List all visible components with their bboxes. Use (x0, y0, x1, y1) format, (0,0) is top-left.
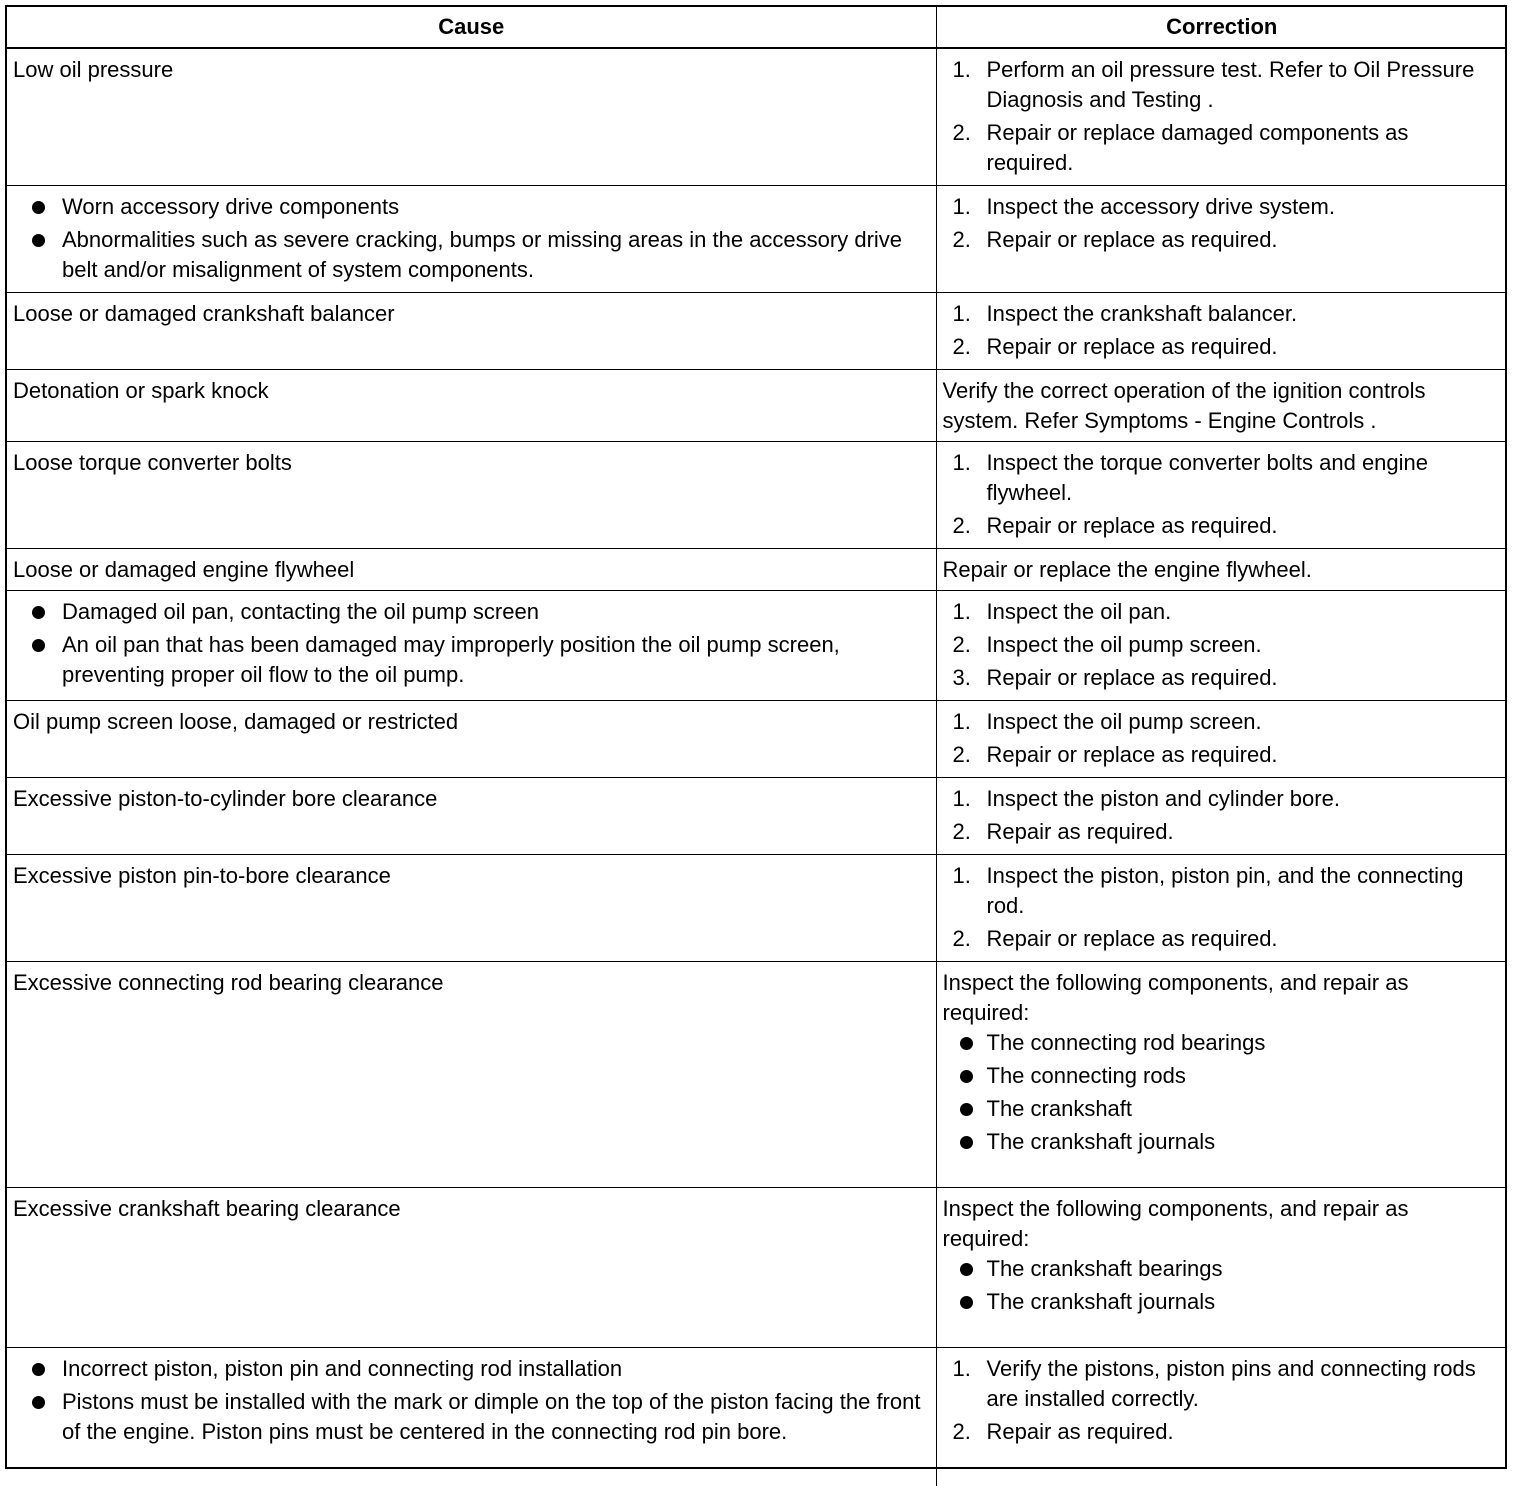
correction-step (943, 861, 1502, 921)
table-row (7, 1188, 1507, 1348)
step-number: 1. (952, 1356, 971, 1381)
step-number: 1. (952, 57, 971, 82)
correction-step-list (943, 861, 1502, 954)
correction-bullet-item: The crankshaft bearings (943, 1254, 1502, 1284)
correction-step-list (943, 1354, 1502, 1447)
correction-cell (936, 442, 1507, 549)
correction-step-list (943, 299, 1502, 362)
table-row (7, 855, 1507, 962)
correction-cell (936, 701, 1507, 778)
cause-cell (7, 1188, 936, 1348)
step-text: Inspect the piston, piston pin, and the connecting rod. (986, 863, 1464, 918)
correction-step (943, 707, 1502, 737)
correction-cell (936, 1348, 1507, 1486)
correction-text: Repair or replace the engine flywheel. (942, 557, 1312, 582)
cause-cell (7, 48, 936, 186)
table-row (7, 1348, 1507, 1486)
step-number: 2. (952, 120, 971, 145)
cause-cell (7, 370, 936, 442)
correction-step-list (943, 448, 1502, 541)
correction-bullet-item: The connecting rod bearings (943, 1028, 1502, 1058)
cause-text: Loose torque converter bolts (13, 450, 292, 475)
step-number: 1. (952, 450, 971, 475)
step-number: 2. (952, 742, 971, 767)
step-number: 1. (952, 301, 971, 326)
step-number: 1. (952, 709, 971, 734)
cause-text: Excessive piston pin-to-bore clearance (13, 863, 391, 888)
step-number: 2. (952, 1419, 971, 1444)
correction-cell (936, 778, 1507, 855)
table-row (7, 778, 1507, 855)
table-row (7, 962, 1507, 1188)
step-text: Repair or replace as required. (986, 513, 1278, 538)
step-text: Perform an oil pressure test. Refer to Oil Pressure Diagnosis and Testing . (986, 57, 1475, 112)
step-text: Inspect the oil pump screen. (986, 709, 1262, 734)
step-text: Inspect the piston and cylinder bore. (986, 786, 1340, 811)
correction-step (943, 299, 1502, 329)
table-row (7, 442, 1507, 549)
step-number: 2. (952, 227, 971, 252)
cause-cell (7, 778, 936, 855)
step-number: 1. (952, 786, 971, 811)
correction-step (943, 630, 1502, 660)
step-number: 2. (952, 819, 971, 844)
step-text: Repair or replace as required. (986, 742, 1278, 767)
correction-step-list (943, 597, 1502, 693)
table-row (7, 591, 1507, 701)
correction-cell (936, 186, 1507, 293)
step-text: Repair or replace damaged components as required. (986, 120, 1409, 175)
table-row (7, 293, 1507, 370)
step-number: 2. (952, 513, 971, 538)
cause-cell (7, 442, 936, 549)
correction-bullet-item: The crankshaft journals (943, 1287, 1502, 1317)
correction-cell (936, 549, 1507, 591)
cause-bullet-list (13, 1354, 930, 1447)
correction-step (943, 332, 1502, 362)
step-text: Repair as required. (986, 1419, 1174, 1444)
correction-step (943, 817, 1502, 847)
correction-step (943, 663, 1502, 693)
cause-bullet-list (13, 192, 930, 285)
correction-step (943, 1417, 1502, 1447)
correction-bullet-item: The crankshaft journals (943, 1127, 1502, 1157)
correction-step (943, 118, 1502, 178)
cause-bullet-item: Pistons must be installed with the mark or dimple on the top of the piston facing the front of the engine. Piston pins must be centered in the connecting rod pin bore. (13, 1387, 930, 1447)
table-row (7, 549, 1507, 591)
step-text: Inspect the crankshaft balancer. (986, 301, 1298, 326)
correction-step (943, 924, 1502, 954)
correction-step (943, 740, 1502, 770)
correction-step (943, 55, 1502, 115)
step-text: Repair or replace as required. (986, 227, 1278, 252)
table-row (7, 701, 1507, 778)
step-text: Inspect the accessory drive system. (986, 194, 1335, 219)
cause-cell (7, 962, 936, 1188)
correction-step-list (943, 192, 1502, 255)
correction-text: Inspect the following components, and repair as required: (942, 1196, 1409, 1251)
correction-step (943, 448, 1502, 508)
cause-bullet-item: Damaged oil pan, contacting the oil pump screen (13, 597, 930, 627)
cause-text: Oil pump screen loose, damaged or restricted (13, 709, 459, 734)
correction-step (943, 192, 1502, 222)
step-text: Repair or replace as required. (986, 334, 1278, 359)
table-body (7, 48, 1507, 1486)
correction-bullet-list (943, 1254, 1502, 1317)
step-text: Inspect the oil pump screen. (986, 632, 1262, 657)
cause-bullet-list (13, 597, 930, 690)
cause-text: Excessive piston-to-cylinder bore clearance (13, 786, 438, 811)
step-number: 1. (952, 863, 971, 888)
step-text: Inspect the oil pan. (986, 599, 1172, 624)
correction-cell (936, 962, 1507, 1188)
step-number: 2. (952, 334, 971, 359)
step-number: 2. (952, 632, 971, 657)
correction-step (943, 511, 1502, 541)
cause-cell (7, 293, 936, 370)
correction-step (943, 1354, 1502, 1414)
correction-bullet-item: The connecting rods (943, 1061, 1502, 1091)
correction-cell (936, 293, 1507, 370)
cause-text: Loose or damaged crankshaft balancer (13, 301, 395, 326)
correction-cell (936, 1188, 1507, 1348)
step-text: Verify the pistons, piston pins and connecting rods are installed correctly. (986, 1356, 1476, 1411)
cause-cell (7, 701, 936, 778)
cause-bullet-item: Worn accessory drive components (13, 192, 930, 222)
cause-text: Excessive crankshaft bearing clearance (13, 1196, 401, 1221)
correction-column-header: Correction (936, 7, 1507, 48)
step-number: 2. (952, 926, 971, 951)
cause-cell (7, 549, 936, 591)
cause-bullet-item: Incorrect piston, piston pin and connecting rod installation (13, 1354, 930, 1384)
table-row (7, 48, 1507, 186)
step-text: Repair or replace as required. (986, 926, 1278, 951)
cause-cell (7, 1348, 936, 1486)
correction-cell (936, 48, 1507, 186)
cause-cell (7, 186, 936, 293)
cause-text: Excessive connecting rod bearing clearance (13, 970, 444, 995)
correction-cell (936, 370, 1507, 442)
correction-bullet-item: The crankshaft (943, 1094, 1502, 1124)
step-text: Repair as required. (986, 819, 1174, 844)
step-number: 1. (952, 599, 971, 624)
cause-text: Low oil pressure (13, 57, 174, 82)
cause-cell (7, 591, 936, 701)
correction-step (943, 225, 1502, 255)
correction-step-list (943, 784, 1502, 847)
correction-text: Verify the correct operation of the ignition controls system. Refer Symptoms - Engine Controls . (942, 378, 1426, 433)
correction-text: Inspect the following components, and repair as required: (942, 970, 1409, 1025)
cause-bullet-item: An oil pan that has been damaged may improperly position the oil pump screen, preventing proper oil flow to the oil pump. (13, 630, 930, 690)
cause-text: Loose or damaged engine flywheel (13, 557, 355, 582)
cause-column-header: Cause (7, 7, 936, 48)
cause-text: Detonation or spark knock (13, 378, 269, 403)
step-text: Repair or replace as required. (986, 665, 1278, 690)
correction-cell (936, 591, 1507, 701)
step-number: 3. (952, 665, 971, 690)
correction-bullet-list (943, 1028, 1502, 1157)
step-number: 1. (952, 194, 971, 219)
table-header-row (7, 7, 1507, 48)
table-row (7, 370, 1507, 442)
correction-step (943, 597, 1502, 627)
table-row (7, 186, 1507, 293)
cause-bullet-item: Abnormalities such as severe cracking, bumps or missing areas in the accessory drive belt and/or misalignment of system components. (13, 225, 930, 285)
step-text: Inspect the torque converter bolts and engine flywheel. (986, 450, 1429, 505)
correction-step-list (943, 55, 1502, 178)
correction-step-list (943, 707, 1502, 770)
correction-cell (936, 855, 1507, 962)
symptom-diagnosis-table (7, 7, 1507, 1486)
cause-cell (7, 855, 936, 962)
correction-step (943, 784, 1502, 814)
diagnostic-table-frame (5, 5, 1507, 1469)
